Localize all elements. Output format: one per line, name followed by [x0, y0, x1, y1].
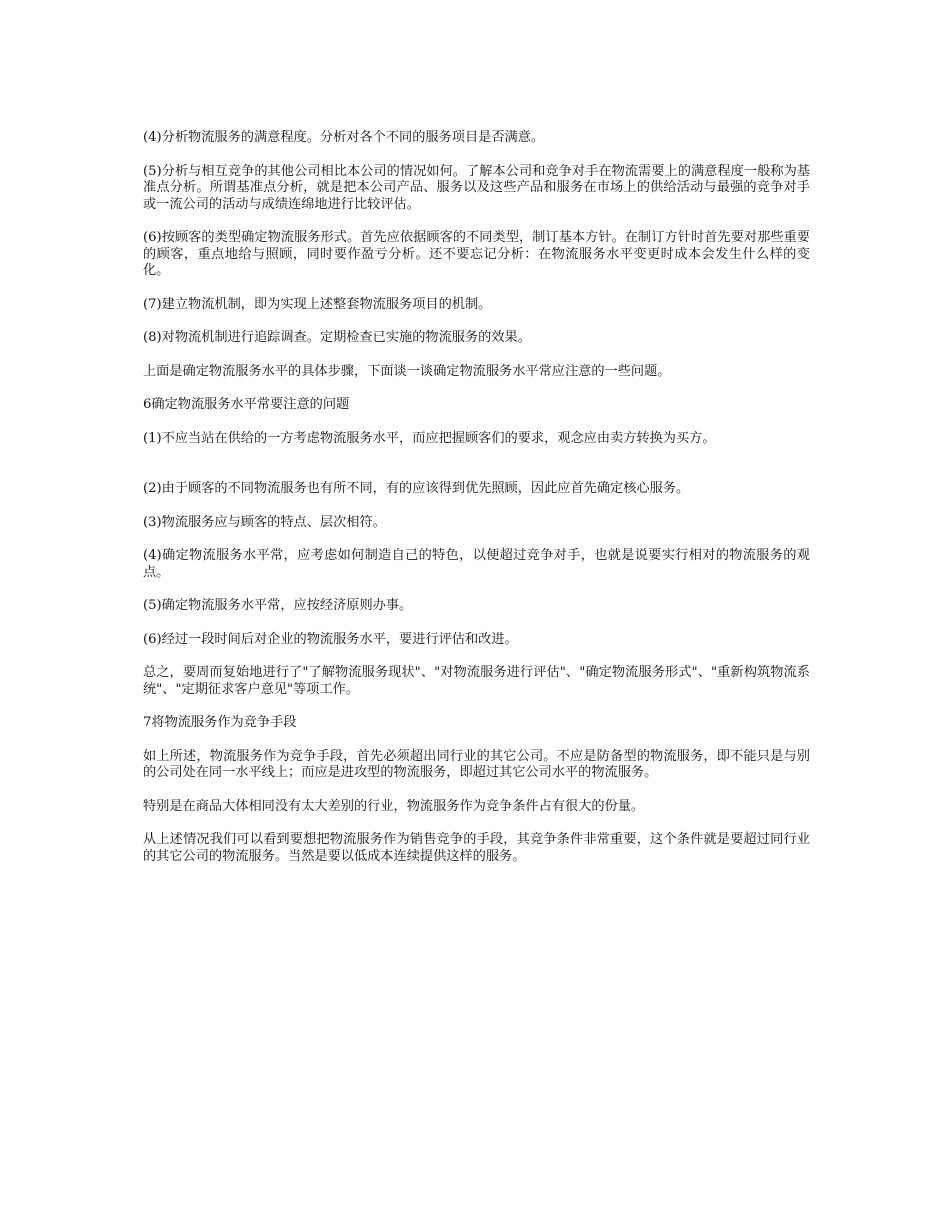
paragraph-step-7: (7)建立物流机制，即为实现上述整套物流服务项目的机制。 — [143, 296, 492, 312]
paragraph-note-5: (5)确定物流服务水平常，应按经济原则办事。 — [143, 598, 413, 613]
paragraph-step-6: (6)按顾客的类型确定物流服务形式。首先应依据顾客的不同类型，制订基本方针。在制订方针时首先要对那些重要的顾客，重点地给与照顾，同时要作盈亏分析。还不要忘记分析：在物流服务水平变更时成本会发生什么样的变化。 — [143, 230, 810, 278]
paragraph-competition-1: 如上所述，物流服务作为竞争手段，首先必须超出同行业的其它公司。不应是防备型的物流服务，即不能只是与别的公司处在同一水平线上；而应是进攻型的物流服务，即超过其它公司水平的物流服务。 — [143, 748, 810, 780]
paragraph-note-1: (1)不应当站在供给的一方考虑物流服务水平，而应把握顾客们的要求，观念应由卖方转换为买方。 — [143, 430, 716, 446]
paragraph-note-3: (3)物流服务应与顾客的特点、层次相符。 — [143, 514, 386, 530]
paragraph-note-6: (6)经过一段时间后对企业的物流服务水平，要进行评估和改进。 — [143, 631, 518, 647]
paragraph-transition: 上面是确定物流服务水平的具体步骤，下面谈一谈确定物流服务水平常应注意的一些问题。 — [143, 363, 671, 379]
document-body — [143, 130, 810, 882]
paragraph-summary: 总之，要周而复始地进行了"了解物流服务现状"、"对物流服务进行评估"、"确定物流服务形式"、"重新构筑物流系统"、"定期征求客户意见"等项工作。 — [143, 665, 810, 697]
section-heading-7: 7将物流服务作为竞争手段 — [143, 715, 297, 730]
paragraph-competition-2: 特别是在商品大体相同没有太大差别的行业，物流服务作为竞争条件占有很大的份量。 — [143, 798, 645, 814]
paragraph-step-8: (8)对物流机制进行追踪调查。定期检查已实施的物流服务的效果。 — [143, 330, 531, 345]
paragraph-step-4: (4)分析物流服务的满意程度。分析对各个不同的服务项目是否满意。 — [143, 130, 545, 145]
paragraph-step-5: (5)分析与相互竞争的其他公司相比本公司的情况如何。了解本公司和竞争对手在物流需要上的满意程度一般称为基准点分析。所谓基准点分析，就是把本公司产品、服务以及这些产品和服务在市场上的供给活动与最强的竞争对手或一流公司的活动与成绩连绵地进行比较评估。 — [143, 163, 810, 212]
paragraph-note-2: (2)由于顾客的不同物流服务也有所不同，有的应该得到优先照顾，因此应首先确定核心服务。 — [143, 481, 690, 496]
section-heading-6: 6确定物流服务水平常要注意的问题 — [143, 397, 350, 412]
paragraph-competition-3: 从上述情况我们可以看到要想把物流服务作为销售竞争的手段，其竞争条件非常重要，这个条件就是要超过同行业的其它公司的物流服务。当然是要以低成本连续提供这样的服务。 — [143, 832, 810, 864]
paragraph-note-4: (4)确定物流服务水平常，应考虑如何制造自己的特色，以便超过竞争对手，也就是说要实行相对的物流服务的观点。 — [143, 548, 810, 580]
